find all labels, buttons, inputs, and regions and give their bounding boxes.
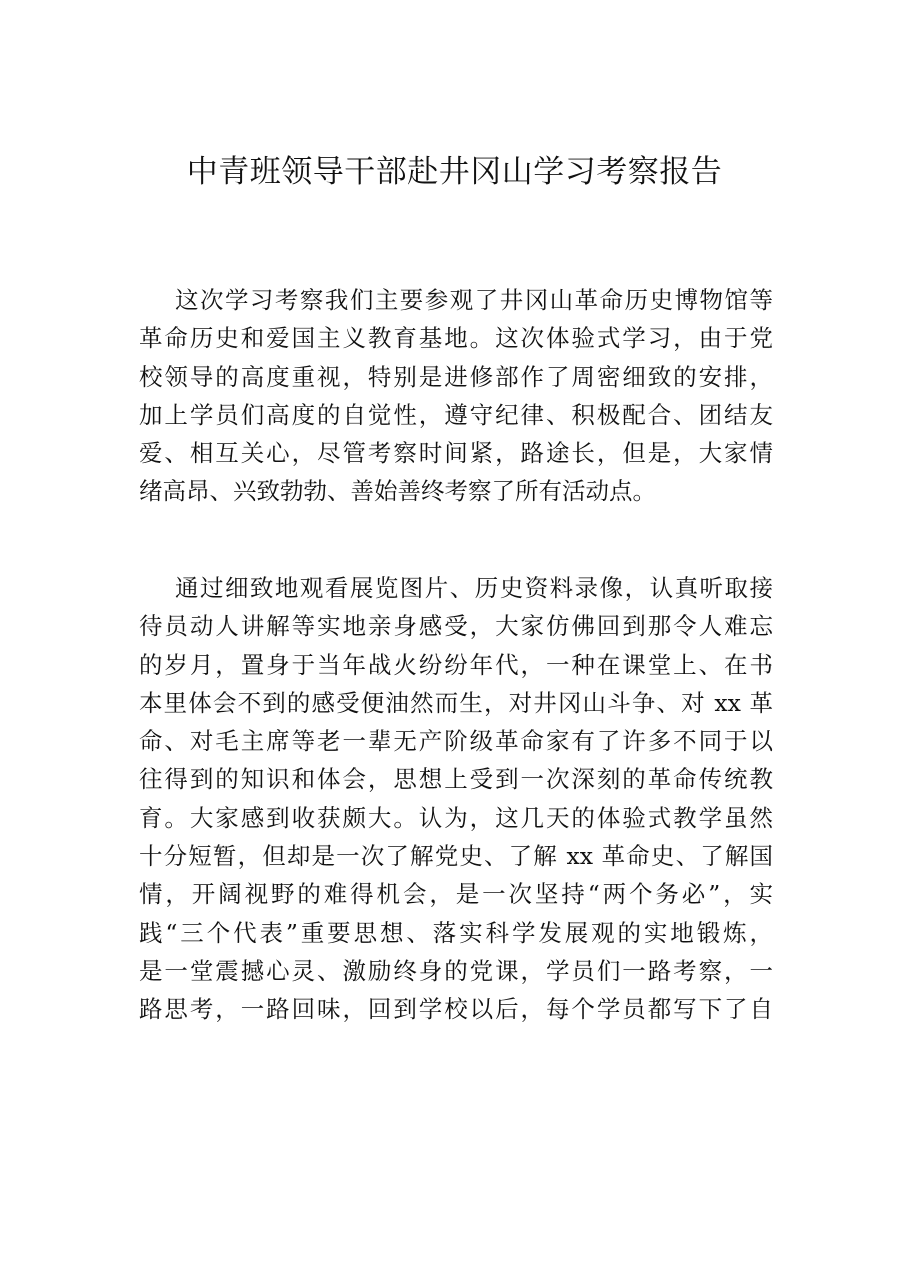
paragraph-line: 加上学员们高度的自觉性，遵守纪律、积极配合、团结友 (139, 400, 773, 429)
paragraph-line: 待员动人讲解等实地亲身感受，大家仿佛回到那令人难忘 (139, 612, 773, 641)
paragraph-line: 往得到的知识和体会，思想上受到一次深刻的革命传统教 (139, 765, 773, 794)
paragraph-line: 践“三个代表”重要思想、落实科学发展观的实地锻炼， (139, 918, 773, 947)
paragraph-line: 爱、相互关心，尽管考察时间紧，路途长，但是，大家情 (139, 439, 773, 468)
paragraph-line: 的岁月，置身于当年战火纷纷年代，一种在课堂上、在书 (139, 650, 773, 679)
paragraph-line: 绪高昂、兴致勃勃、善始善终考察了所有活动点。 (139, 477, 656, 506)
paragraph-line: 十分短暂，但却是一次了解党史、了解 xx 革命史、了解国 (139, 842, 773, 871)
paragraph-line: 情，开阔视野的难得机会，是一次坚持“两个务必”，实 (139, 880, 773, 909)
paragraph-line: 这次学习考察我们主要参观了井冈山革命历史博物馆等 (175, 286, 773, 314)
paragraph-line: 是一堂震撼心灵、激励终身的党课，学员们一路考察，一 (139, 956, 773, 985)
paragraph-1 (139, 281, 773, 511)
paragraph-line: 校领导的高度重视，特别是进修部作了周密细致的安排， (139, 362, 773, 391)
paragraph-line: 命、对毛主席等老一辈无产阶级革命家有了许多不同于以 (139, 727, 773, 756)
paragraph-2 (139, 569, 773, 1029)
paragraph-line: 革命历史和爱国主义教育基地。这次体验式学习，由于党 (139, 324, 773, 353)
paragraph-line: 路思考，一路回味，回到学校以后，每个学员都写下了自 (139, 995, 773, 1024)
paragraph-line: 通过细致地观看展览图片、历史资料录像，认真听取接 (175, 574, 773, 602)
document-title: 中青班领导干部赴井冈山学习考察报告 (186, 154, 723, 190)
paragraph-line: 育。大家感到收获颇大。认为，这几天的体验式教学虽然 (139, 803, 773, 832)
paragraph-line: 本里体会不到的感受便油然而生，对井冈山斗争、对 xx 革 (139, 688, 773, 717)
